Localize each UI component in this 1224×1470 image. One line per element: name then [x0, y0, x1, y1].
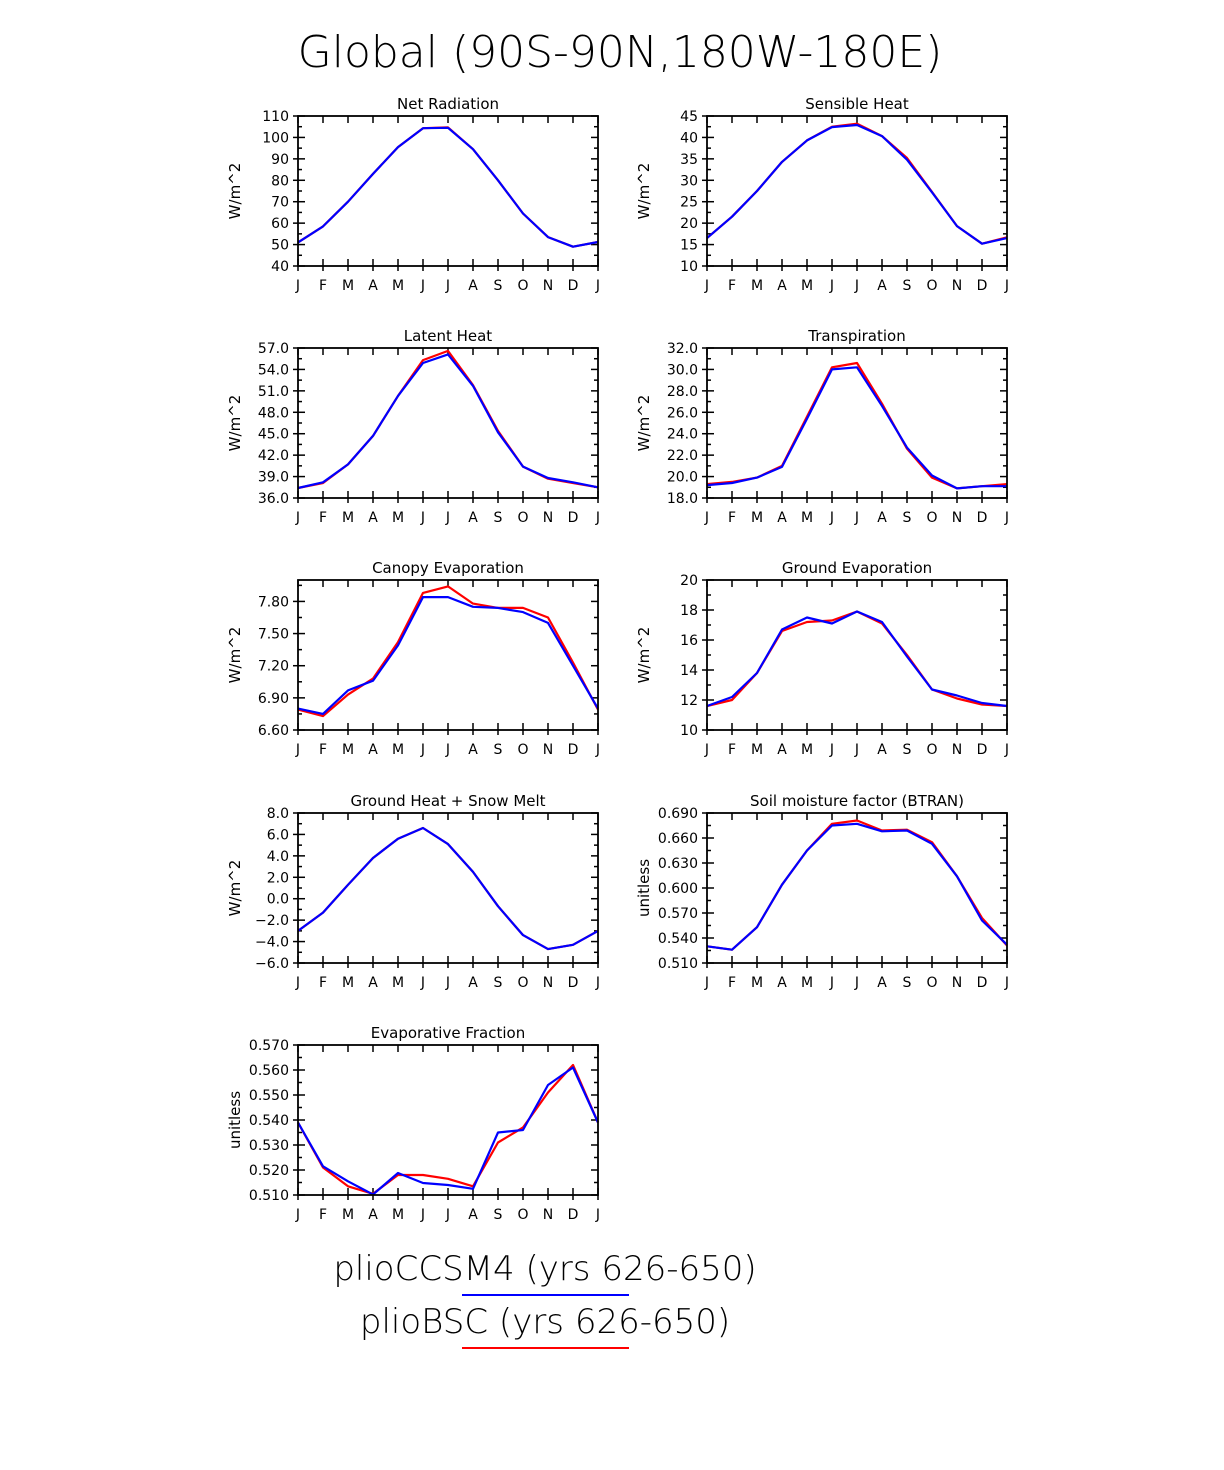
y-tick-label: 2.0 — [266, 870, 289, 887]
y-tick-label: 90 — [271, 151, 289, 168]
x-tick-label: O — [926, 278, 938, 294]
y-tick-label: 15 — [680, 237, 698, 254]
x-tick-label: A — [777, 975, 787, 991]
x-tick-label: A — [777, 510, 787, 526]
y-tick-label: 7.50 — [257, 626, 289, 643]
series-line-pliobsc — [298, 1065, 598, 1194]
x-tick-label: A — [777, 278, 787, 294]
x-tick-label: J — [595, 975, 601, 991]
x-tick-label: O — [517, 742, 529, 758]
x-tick-label: F — [727, 975, 737, 991]
x-tick-label: J — [1004, 510, 1010, 526]
x-tick-label: S — [493, 1207, 503, 1223]
x-tick-label: M — [391, 1207, 405, 1223]
x-tick-label: M — [800, 975, 814, 991]
y-tick-label: 7.20 — [257, 658, 289, 675]
y-axis-label: W/m^2 — [226, 394, 244, 452]
x-tick-label: A — [468, 742, 478, 758]
x-tick-label: S — [493, 742, 503, 758]
y-axis-label: W/m^2 — [635, 162, 653, 220]
y-axis-label: W/m^2 — [635, 626, 653, 684]
y-tick-label: 0.630 — [657, 856, 698, 872]
x-tick-label: J — [704, 510, 710, 526]
y-tick-label: 14 — [680, 663, 698, 679]
x-tick-label: F — [318, 742, 328, 758]
x-tick-label: J — [445, 742, 451, 758]
y-tick-label: 24.0 — [666, 426, 698, 443]
x-tick-label: A — [877, 278, 887, 294]
series-line-plioccsm4 — [298, 128, 598, 247]
y-tick-label: 18 — [680, 603, 698, 619]
y-tick-label: 7.80 — [257, 594, 289, 611]
x-tick-label: S — [493, 510, 503, 526]
chart-sensible-heat — [635, 95, 1009, 294]
plot-frame — [298, 580, 598, 730]
y-tick-label: 0.550 — [248, 1088, 289, 1104]
chart-title: Canopy Evaporation — [372, 559, 524, 577]
plot-frame — [707, 116, 1007, 266]
x-tick-label: M — [750, 742, 764, 758]
y-tick-label: 12 — [680, 693, 698, 709]
x-tick-label: F — [727, 742, 737, 758]
y-tick-label: 30 — [680, 173, 698, 190]
y-axis-label: W/m^2 — [635, 394, 653, 452]
x-tick-label: S — [902, 975, 912, 991]
y-axis-label: unitless — [635, 858, 653, 918]
series-line-plioccsm4 — [298, 354, 598, 488]
plot-frame — [707, 580, 1007, 730]
x-tick-label: J — [445, 278, 451, 294]
x-tick-label: J — [829, 510, 835, 526]
y-tick-label: 0.570 — [248, 1038, 289, 1054]
y-tick-label: −4.0 — [255, 934, 289, 951]
x-tick-label: J — [1004, 278, 1010, 294]
chart-latent-heat — [226, 327, 600, 526]
y-tick-label: 35 — [680, 151, 698, 168]
x-tick-label: J — [445, 510, 451, 526]
y-tick-label: 40 — [680, 130, 698, 147]
x-tick-label: J — [420, 1207, 426, 1223]
x-tick-label: J — [1004, 975, 1010, 991]
series-line-pliobsc — [298, 586, 598, 716]
series-line-plioccsm4 — [707, 367, 1007, 488]
x-tick-label: N — [951, 975, 963, 991]
x-tick-label: J — [704, 278, 710, 294]
x-tick-label: M — [750, 278, 764, 294]
series-line-plioccsm4 — [707, 125, 1007, 244]
y-tick-label: 6.60 — [257, 723, 289, 739]
x-tick-label: J — [595, 1207, 601, 1223]
x-tick-label: A — [368, 742, 378, 758]
y-tick-label: 39.0 — [257, 469, 289, 486]
x-tick-label: A — [368, 975, 378, 991]
x-tick-label: N — [542, 742, 554, 758]
chart-title: Ground Heat + Snow Melt — [350, 792, 546, 810]
x-tick-label: J — [445, 1207, 451, 1223]
x-tick-label: D — [567, 510, 579, 526]
x-tick-label: D — [976, 975, 988, 991]
y-axis-label: W/m^2 — [226, 859, 244, 917]
chart-net-radiation — [226, 95, 600, 294]
x-tick-label: F — [727, 278, 737, 294]
x-tick-label: F — [318, 975, 328, 991]
x-tick-label: D — [976, 742, 988, 758]
x-tick-label: A — [368, 510, 378, 526]
chart-title: Transpiration — [808, 327, 906, 345]
y-tick-label: 30.0 — [666, 362, 698, 379]
y-tick-label: 70 — [271, 194, 289, 211]
plot-frame — [298, 1045, 598, 1195]
y-tick-label: 42.0 — [257, 448, 289, 465]
plot-frame — [298, 348, 598, 498]
y-tick-label: 25 — [680, 194, 698, 211]
y-tick-label: 54.0 — [257, 362, 289, 379]
chart-ground-evaporation — [635, 559, 1009, 758]
x-tick-label: J — [829, 278, 835, 294]
legend-label-pliocсsm4: plioCCSM4 (yrs 626-650) — [333, 1249, 757, 1289]
x-tick-label: J — [854, 975, 860, 991]
chart-evaporative-fraction — [226, 1024, 600, 1223]
plot-frame — [298, 116, 598, 266]
x-tick-label: M — [391, 742, 405, 758]
y-tick-label: 60 — [271, 216, 289, 233]
x-tick-label: N — [542, 510, 554, 526]
x-tick-label: J — [595, 510, 601, 526]
y-tick-label: 0.600 — [657, 881, 698, 897]
y-tick-label: 0.660 — [657, 831, 698, 847]
chart-title: Ground Evaporation — [781, 559, 933, 577]
x-tick-label: J — [704, 975, 710, 991]
x-tick-label: J — [704, 742, 710, 758]
x-tick-label: J — [295, 742, 301, 758]
y-tick-label: 51.0 — [257, 383, 289, 400]
x-tick-label: A — [468, 1207, 478, 1223]
x-tick-label: A — [468, 278, 478, 294]
series-line-pliobsc — [298, 127, 598, 246]
y-tick-label: 6.0 — [266, 827, 289, 844]
x-tick-label: N — [951, 510, 963, 526]
x-tick-label: D — [567, 742, 579, 758]
panels — [226, 95, 1009, 1223]
x-tick-label: M — [800, 278, 814, 294]
y-tick-label: 10 — [680, 259, 698, 275]
series-line-plioccsm4 — [298, 828, 598, 949]
series-line-pliobsc — [707, 363, 1007, 488]
legend-label-pliobsc: plioBSC (yrs 626-650) — [359, 1302, 731, 1342]
y-tick-label: 0.690 — [657, 806, 698, 822]
x-tick-label: N — [951, 742, 963, 758]
x-tick-label: A — [877, 742, 887, 758]
y-tick-label: 57.0 — [257, 341, 289, 357]
y-axis-label: W/m^2 — [226, 626, 244, 684]
y-tick-label: 110 — [262, 109, 289, 125]
y-tick-label: 36.0 — [257, 491, 289, 507]
chart-title: Evaporative Fraction — [370, 1024, 526, 1042]
chart-title: Soil moisture factor (BTRAN) — [750, 792, 964, 810]
y-tick-label: 16 — [680, 633, 698, 649]
y-tick-label: 0.540 — [248, 1113, 289, 1129]
series-line-pliobsc — [298, 828, 598, 949]
x-tick-label: J — [1004, 742, 1010, 758]
y-tick-label: −6.0 — [255, 956, 289, 972]
chart-ground-heat-snow-melt — [226, 792, 600, 991]
y-tick-label: 0.510 — [248, 1188, 289, 1204]
y-tick-label: 18.0 — [666, 491, 698, 507]
x-tick-label: A — [777, 742, 787, 758]
x-tick-label: O — [517, 510, 529, 526]
x-tick-label: F — [318, 1207, 328, 1223]
y-tick-label: 0.540 — [657, 931, 698, 947]
x-tick-label: M — [341, 1207, 355, 1223]
plot-frame — [298, 813, 598, 963]
y-tick-label: 6.90 — [257, 690, 289, 707]
chart-title: Net Radiation — [397, 95, 499, 113]
x-tick-label: D — [976, 278, 988, 294]
y-tick-label: 0.0 — [266, 891, 289, 908]
x-tick-label: O — [926, 742, 938, 758]
y-tick-label: 45.0 — [257, 426, 289, 443]
x-tick-label: D — [567, 278, 579, 294]
x-tick-label: A — [877, 975, 887, 991]
y-tick-label: 20 — [680, 216, 698, 233]
y-tick-label: 40 — [271, 259, 289, 275]
x-tick-label: S — [902, 742, 912, 758]
y-tick-label: −2.0 — [255, 913, 289, 930]
x-tick-label: A — [877, 510, 887, 526]
x-tick-label: J — [420, 742, 426, 758]
y-tick-label: 50 — [271, 237, 289, 254]
x-tick-label: M — [391, 278, 405, 294]
x-tick-label: O — [517, 975, 529, 991]
y-tick-label: 0.560 — [248, 1063, 289, 1079]
y-tick-label: 8.0 — [266, 806, 289, 822]
y-tick-label: 20.0 — [666, 469, 698, 486]
y-tick-label: 0.520 — [248, 1163, 289, 1179]
series-line-plioccsm4 — [707, 824, 1007, 950]
y-tick-label: 0.570 — [657, 906, 698, 922]
x-tick-label: A — [368, 278, 378, 294]
y-tick-label: 32.0 — [666, 341, 698, 357]
x-tick-label: A — [368, 1207, 378, 1223]
y-tick-label: 4.0 — [266, 848, 289, 865]
x-tick-label: N — [542, 278, 554, 294]
series-line-plioccsm4 — [707, 612, 1007, 707]
x-tick-label: N — [542, 975, 554, 991]
x-tick-label: J — [445, 975, 451, 991]
x-tick-label: J — [420, 510, 426, 526]
series-line-pliobsc — [707, 612, 1007, 707]
x-tick-label: S — [902, 278, 912, 294]
x-tick-label: M — [391, 975, 405, 991]
x-tick-label: J — [829, 975, 835, 991]
x-tick-label: J — [829, 742, 835, 758]
x-tick-label: S — [493, 278, 503, 294]
x-tick-label: J — [854, 742, 860, 758]
chart-transpiration — [635, 327, 1009, 526]
x-tick-label: N — [951, 278, 963, 294]
y-tick-label: 20 — [680, 573, 698, 589]
x-tick-label: A — [468, 975, 478, 991]
x-tick-label: J — [420, 278, 426, 294]
x-tick-label: F — [318, 510, 328, 526]
x-tick-label: J — [295, 975, 301, 991]
x-tick-label: M — [750, 510, 764, 526]
x-tick-label: S — [493, 975, 503, 991]
y-tick-label: 10 — [680, 723, 698, 739]
x-tick-label: D — [976, 510, 988, 526]
y-tick-label: 22.0 — [666, 448, 698, 465]
x-tick-label: M — [341, 510, 355, 526]
x-tick-label: M — [750, 975, 764, 991]
x-tick-label: O — [517, 278, 529, 294]
y-axis-label: W/m^2 — [226, 162, 244, 220]
x-tick-label: M — [341, 975, 355, 991]
y-tick-label: 80 — [271, 173, 289, 190]
x-tick-label: J — [595, 742, 601, 758]
y-tick-label: 28.0 — [666, 383, 698, 400]
legend — [333, 1249, 756, 1348]
x-tick-label: O — [926, 510, 938, 526]
x-tick-label: F — [318, 278, 328, 294]
y-tick-label: 48.0 — [257, 405, 289, 422]
plot-frame — [707, 813, 1007, 963]
x-tick-label: M — [341, 742, 355, 758]
y-tick-label: 0.530 — [248, 1138, 289, 1154]
chart-soil-moisture-factor-btran — [635, 792, 1009, 991]
plot-frame — [707, 348, 1007, 498]
y-tick-label: 45 — [680, 109, 698, 125]
x-tick-label: F — [727, 510, 737, 526]
y-tick-label: 100 — [262, 130, 289, 147]
y-tick-label: 26.0 — [666, 405, 698, 422]
chart-canopy-evaporation — [226, 559, 600, 758]
figure-title: Global (90S-90N,180W-180E) — [297, 27, 943, 78]
x-tick-label: J — [420, 975, 426, 991]
x-tick-label: D — [567, 975, 579, 991]
x-tick-label: J — [295, 1207, 301, 1223]
x-tick-label: J — [854, 510, 860, 526]
x-tick-label: J — [295, 510, 301, 526]
x-tick-label: D — [567, 1207, 579, 1223]
series-line-plioccsm4 — [298, 597, 598, 714]
x-tick-label: O — [517, 1207, 529, 1223]
series-line-pliobsc — [707, 124, 1007, 244]
y-axis-label: unitless — [226, 1090, 244, 1150]
y-tick-label: 0.510 — [657, 956, 698, 972]
x-tick-label: J — [295, 278, 301, 294]
x-tick-label: O — [926, 975, 938, 991]
x-tick-label: M — [341, 278, 355, 294]
x-tick-label: S — [902, 510, 912, 526]
x-tick-label: M — [800, 510, 814, 526]
x-tick-label: M — [391, 510, 405, 526]
chart-title: Sensible Heat — [805, 95, 909, 113]
x-tick-label: J — [854, 278, 860, 294]
x-tick-label: N — [542, 1207, 554, 1223]
chart-title: Latent Heat — [403, 327, 493, 345]
x-tick-label: J — [595, 278, 601, 294]
x-tick-label: A — [468, 510, 478, 526]
x-tick-label: M — [800, 742, 814, 758]
